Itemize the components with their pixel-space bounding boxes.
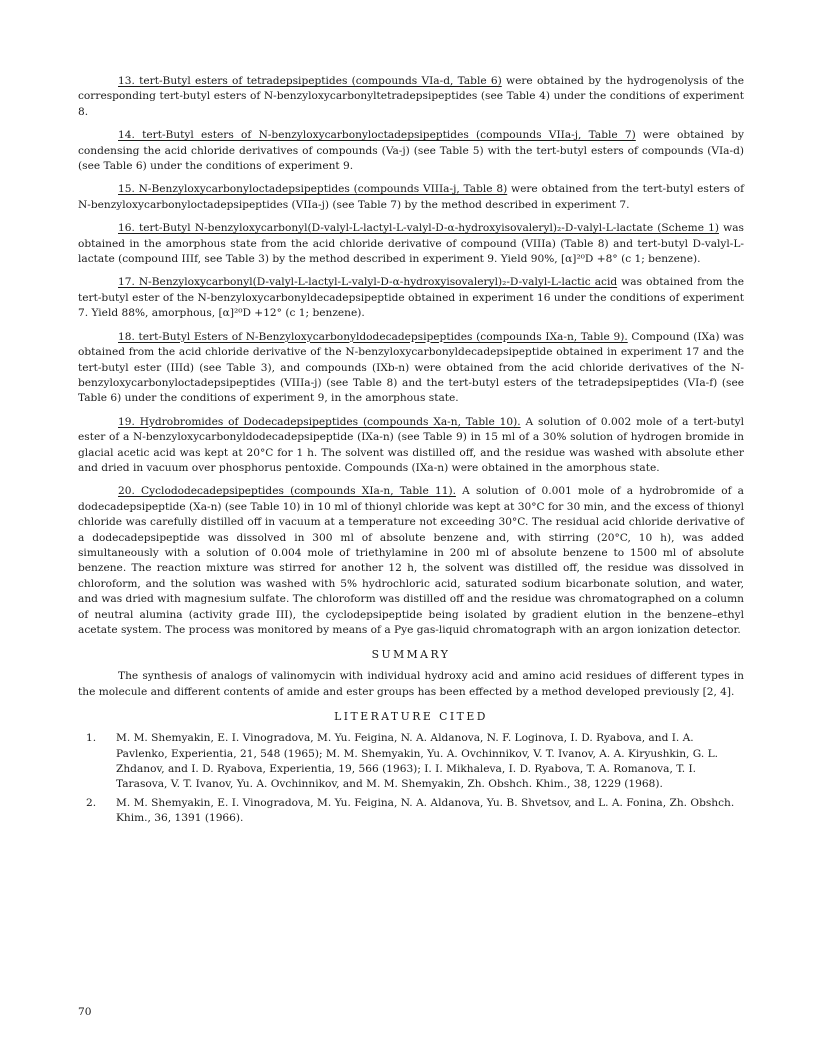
experiment-16 [78, 221, 744, 267]
experiment-14-text: were obtained by condensing the acid chloride derivatives of compounds (Va-j) (see Table 5) with the tert-butyl esters of compounds (VIa-d) (see Table 6) under the conditions of experiment 9. [78, 129, 744, 173]
reference-number: 2. [86, 796, 97, 809]
experiment-20 [78, 484, 744, 638]
experiment-20-heading: 20. Cyclododecadepsipeptides (compounds XIa-n, Table 11). [118, 485, 456, 498]
experiment-17 [78, 275, 744, 321]
experiment-17-text: was obtained from the tert-butyl ester of the N-benzyloxycarbonyldecadepsipeptide obtained in experiment 16 under the conditions of experiment 7. Yield 88%, amorphous, [α]²⁰D +12° (c 1; benzene). [78, 276, 745, 320]
reference-text: M. M. Shemyakin, E. I. Vinogradova, M. Yu. Feigina, N. A. Aldanova, Yu. B. Shvetsov, and L. A. Fonina, Zh. Obshch. Khim., 36, 1391 (1966). [116, 796, 735, 825]
experiment-18 [78, 330, 744, 407]
experiment-16-text: was obtained in the amorphous state from the acid chloride derivative of compound (VIIIa) (Table 8) and tert-butyl D-valyl-L-lactate (compound IIIf, see Table 3) by the method described in experiment 9. Yield 90%, [α]²⁰D +8° (c 1; benzene). [78, 222, 744, 266]
experiment-13 [78, 74, 744, 120]
experiment-14 [78, 128, 744, 174]
experiment-15-heading: 15. N-Benzyloxycarbonyloctadepsipeptides (compounds VIIIa-j, Table 8) [118, 183, 508, 196]
experiment-15-text: were obtained from the tert-butyl esters of N-benzyloxycarbonyloctadepsipeptides (VIIa-j) (see Table 7) by the method described in experiment 7. [78, 183, 744, 211]
page-number: 70 [78, 1006, 92, 1018]
reference-text: M. M. Shemyakin, E. I. Vinogradova, M. Yu. Feigina, N. A. Aldanova, N. F. Loginova, I. D. Ryabova, and I. A. Pavlenko, Experientia, 21, 548 (1965); M. M. Shemyakin, Yu. A. Ovchinnikov, V. T. Ivanov, A. A. Kiryushkin, G. L. Zhdanov, and I. D. Ryabova, Experientia, 19, 566 (1963); I. I. Mikhaleva, I. D. Ryabova, T. A. Romanova, T. I. Tarasova, V. T. Ivanov, Yu. A. Ovchinnikov, and M. M. Shemyakin, Zh. Obshch. Khim., 38, 1229 (1968). [116, 732, 718, 791]
summary-body: The synthesis of analogs of valinomycin with individual hydroxy acid and amino acid residues of different types in the molecule and different contents of amide and ester groups has been effected by a method developed previously [2, 4]. [78, 670, 744, 698]
reference-item [78, 731, 744, 793]
summary-text [78, 669, 744, 700]
experiment-17-heading: 17. N-Benzyloxycarbonyl(D-valyl-L-lactyl-L-valyl-D-α-hydroxyisovaleryl)₂-D-valyl-L-lactic acid [118, 276, 618, 289]
experiment-18-heading: 18. tert-Butyl Esters of N-Benzyloxycarbonyldodecadepsipeptides (compounds IXa-n, Table 9). [118, 330, 628, 343]
reference-list [78, 731, 744, 826]
experiment-19-heading: 19. Hydrobromides of Dodecadepsipeptides (compounds Xa-n, Table 10). [118, 415, 521, 428]
experiment-18-text: Compound (IXa) was obtained from the acid chloride derivative of the N-benzyloxycarbonyldecadepsipeptide obtained in experiment 17 and the tert-butyl ester (IIId) (see Table 3), and compounds (IXb-n) were obtained from the acid chloride derivatives of the N-benzyloxycarbonyloctadepsipeptides (VIIIa-j) (see Table 8) and the tert-butyl esters of the tetradepsipeptides (VIa-f) (see Table 6) under the conditions of experiment 9, in the amorphous state. [78, 330, 744, 405]
experiment-20-text: A solution of 0.001 mole of a hydrobromide of a dodecadepsipeptide (Xa-n) (see Table 10) in 10 ml of thionyl chloride was kept at 30°C for 30 min, and the excess of thionyl chloride was carefully distilled off in vacuum at a temperature not exceeding 30°C. The residual acid chloride derivative of a dodecadepsipeptide was dissolved in 300 ml of absolute benzene and, with stirring (20°C, 10 h), was added simultaneously with a solution of 0.004 mole of triethylamine in 200 ml of absolute benzene to 1500 ml of absolute benzene. The reaction mixture was stirred for another 12 h, the solvent was distilled off, the residue was dissolved in chloroform, and the solution was washed with 5% hydrochloric acid, saturated sodium bicarbonate solution, and water, and was dried with magnesium sulfate. The chloroform was distilled off and the residue was chromatographed on a column of neutral alumina (activity grade III), the cyclodepsipeptide being isolated by gradient elution in the benzene–ethyl acetate system. The process was monitored by means of a Pye gas-liquid chromatograph with an argon ionization detector. [78, 485, 745, 636]
experiment-15 [78, 182, 744, 213]
experiment-16-heading: 16. tert-Butyl N-benzyloxycarbonyl(D-valyl-L-lactyl-L-valyl-D-α-hydroxyisovaleryl)₂-D-valyl-L-lactate (Scheme 1) [118, 222, 720, 235]
reference-item [78, 796, 744, 827]
summary-title: SUMMARY [371, 648, 451, 662]
reference-number: 1. [86, 732, 97, 745]
experiment-13-text: were obtained by the hydrogenolysis of the corresponding tert-butyl esters of N-benzyloxycarbonyltetradepsipeptides (see Table 4) under the conditions of experiment 8. [78, 75, 744, 118]
experiment-19-text: A solution of 0.002 mole of a tert-butyl ester of a N-benzyloxycarbonyldodecadepsipeptide (IXa-n) (see Table 9) in 15 ml of a 30% solution of hydrogen bromide in glacial acetic acid was kept at 20°C for 1 h. The solvent was distilled off, and the residue was washed with absolute ether and dried in vacuum over phosphorus pentoxide. Compounds (IXa-n) were obtained in the amorphous state. [78, 415, 744, 474]
experiment-19 [78, 415, 744, 477]
experiment-13-heading: 13. tert-Butyl esters of tetradepsipeptides (compounds VIa-d, Table 6) [118, 75, 502, 87]
document-body [78, 74, 744, 830]
literature-title: LITERATURE CITED [334, 710, 488, 724]
experiment-14-heading: 14. tert-Butyl esters of N-benzyloxycarbonyloctadepsipeptides (compounds VIIa-j, Table 7) [118, 129, 636, 142]
